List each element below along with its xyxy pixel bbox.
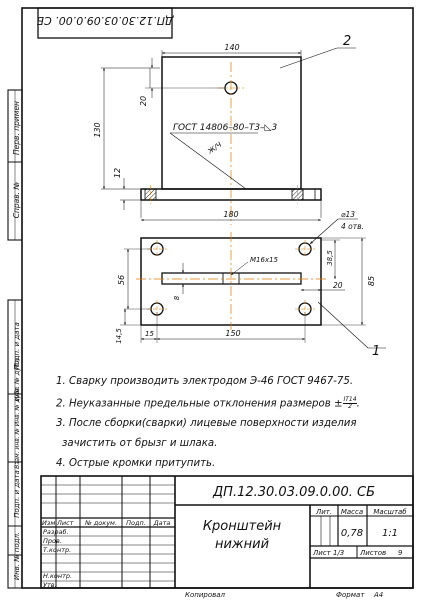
hdr-massa: Масса [340, 508, 364, 516]
dim-85: 85 [367, 275, 376, 287]
dim-12: 12 [113, 167, 122, 179]
weld-note: ГОСТ 14806–80–Т3–◺3 [173, 123, 278, 133]
balloon-2: 2 [343, 34, 352, 49]
note-3a: 3. После сборки(сварки) лицевые поверхности изделия [56, 418, 357, 429]
list-label: Лист [313, 549, 331, 557]
dim-180: 180 [223, 210, 239, 219]
note-2-fraction-num: IT14 [343, 396, 357, 403]
hole-note-dia: ⌀13 [341, 210, 356, 219]
massa-value: 0,78 [340, 528, 364, 539]
note-1: 1. Сварку производить электродом Э-46 ГОСТ 9467-75. [56, 376, 354, 387]
weld-symbol: Ж/Ч [206, 140, 224, 156]
side-label-inv-no-dubl: Инв. № дубл [13, 358, 21, 402]
col-data: Дата [153, 519, 171, 527]
note-2-text: 2. Неуказанные предельные отклонения размеров ± [56, 398, 343, 410]
top-view [93, 34, 356, 225]
balloon-1: 1 [372, 344, 381, 359]
row-utv: Утв. [43, 581, 57, 589]
dim-20-plan: 20 [333, 281, 343, 290]
hdr-lit: Лит. [315, 508, 333, 516]
listov-value: 9 [398, 549, 403, 557]
side-labels [12, 101, 21, 580]
side-label-sprav-no: Справ. № [12, 181, 21, 219]
title-block-text [42, 485, 407, 599]
dim-thread: M16x15 [250, 256, 278, 264]
dim-15: 15 [145, 330, 154, 338]
top-stamp-text: ДП.12.30.03.09.0.00. СБ [36, 14, 174, 27]
doc-number: ДП.12.30.03.09.0.00. СБ [213, 485, 375, 500]
bottom-view [115, 210, 386, 359]
col-izm: Изм [42, 519, 56, 527]
col-list: Лист [57, 519, 74, 527]
dim-8: 8 [173, 295, 181, 301]
product-name-line2: нижний [214, 537, 270, 552]
side-label-perv-primen: Перв. примен [12, 101, 21, 155]
sheet-frame [8, 8, 413, 588]
row-prov: Пров. [43, 537, 62, 545]
format-label: Формат [336, 591, 365, 599]
note-2: 2. Неуказанные предельные отклонения размеров ± $\frac{IT14}{2}$ . [56, 396, 360, 410]
side-label-podp-data-2: Подп. и дата [13, 470, 21, 518]
side-label-inv-no-podl: Инв. № подл. [13, 531, 21, 581]
note-2-fraction [343, 397, 356, 410]
hole-note-count: 4 отв. [341, 222, 364, 231]
dim-56: 56 [117, 274, 126, 286]
format-value: А4 [374, 591, 384, 599]
dim-14-5: 14,5 [115, 328, 123, 344]
row-nkontr: Н.контр. [43, 572, 73, 580]
side-label-podp-data-1: Подп. и дата [13, 322, 21, 370]
note-3b: зачистить от брызг и шлака. [62, 438, 218, 449]
top-stamp [36, 8, 174, 38]
row-tkontr: Т.контр. [43, 546, 72, 554]
dim-130: 130 [93, 122, 102, 138]
masshtab-value: 1:1 [381, 528, 399, 539]
product-name-line1: Кронштейн [202, 519, 282, 534]
hdr-masshtab: Масштаб [373, 508, 407, 516]
kopiroval: Копировал [185, 591, 225, 599]
note-4: 4. Острые кромки притупить. [56, 458, 216, 469]
dim-38-5: 38,5 [326, 250, 334, 266]
note-2-fraction-den: 2 [348, 403, 352, 410]
side-label-vzam-inv: Взам. инв. № Инв. № дубл [14, 387, 21, 469]
row-razrab: Разраб. [43, 528, 69, 536]
dim-140: 140 [224, 43, 240, 52]
dim-150: 150 [225, 329, 241, 338]
list-value: 1/3 [333, 549, 345, 557]
dim-20-top: 20 [139, 95, 148, 107]
listov-label: Листов [360, 549, 387, 557]
col-podp: Подп. [126, 519, 146, 527]
col-dokum: № докум. [84, 519, 118, 527]
